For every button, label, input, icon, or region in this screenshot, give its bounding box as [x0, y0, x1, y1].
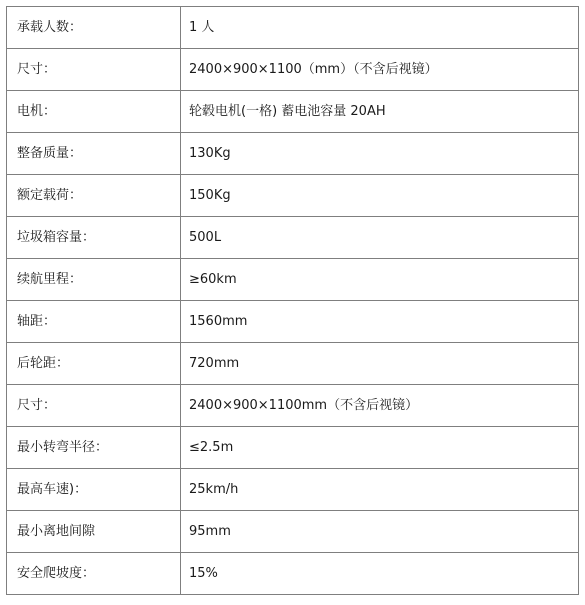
- spec-value: 720mm: [181, 343, 579, 385]
- spec-row-rear-track: [7, 343, 579, 385]
- spec-value: 150Kg: [181, 175, 579, 217]
- spec-value: 2400×900×1100mm（不含后视镜）: [181, 385, 579, 427]
- spec-label: 整备质量：: [7, 133, 181, 175]
- spec-value: 15%: [181, 553, 579, 595]
- spec-label: 尺寸：: [7, 385, 181, 427]
- spec-value: 1560mm: [181, 301, 579, 343]
- spec-row-passengers: [7, 7, 579, 49]
- spec-row-wheelbase: [7, 301, 579, 343]
- spec-value: 95mm: [181, 511, 579, 553]
- spec-value: ≤2.5m: [181, 427, 579, 469]
- spec-row-dimensions: [7, 49, 579, 91]
- spec-label: 最高车速)：: [7, 469, 181, 511]
- spec-label: 承载人数：: [7, 7, 181, 49]
- spec-label: 最小离地间隙: [7, 511, 181, 553]
- spec-row-top-speed: [7, 469, 579, 511]
- spec-row-turning-radius: [7, 427, 579, 469]
- spec-value: 25km/h: [181, 469, 579, 511]
- spec-value: 2400×900×1100（mm）（不含后视镜）: [181, 49, 579, 91]
- spec-row-climbing-grade: [7, 553, 579, 595]
- spec-value: 500L: [181, 217, 579, 259]
- spec-row-bin-capacity: [7, 217, 579, 259]
- spec-value: 1 人: [181, 7, 579, 49]
- spec-row-motor: [7, 91, 579, 133]
- spec-label: 额定载荷：: [7, 175, 181, 217]
- spec-value: ≥60km: [181, 259, 579, 301]
- spec-row-rated-load: [7, 175, 579, 217]
- spec-row-range: [7, 259, 579, 301]
- spec-label: 电机：: [7, 91, 181, 133]
- spec-table-body: [7, 7, 579, 595]
- spec-label: 尺寸：: [7, 49, 181, 91]
- spec-row-ground-clearance: [7, 511, 579, 553]
- spec-table: [6, 6, 579, 595]
- spec-value: 轮毂电机(一格) 蓄电池容量 20AH: [181, 91, 579, 133]
- spec-label: 垃圾箱容量：: [7, 217, 181, 259]
- spec-value: 130Kg: [181, 133, 579, 175]
- spec-row-curb-weight: [7, 133, 579, 175]
- spec-label: 轴距：: [7, 301, 181, 343]
- spec-label: 安全爬坡度：: [7, 553, 181, 595]
- spec-row-dimensions-2: [7, 385, 579, 427]
- spec-label: 后轮距：: [7, 343, 181, 385]
- spec-label: 续航里程：: [7, 259, 181, 301]
- spec-label: 最小转弯半径：: [7, 427, 181, 469]
